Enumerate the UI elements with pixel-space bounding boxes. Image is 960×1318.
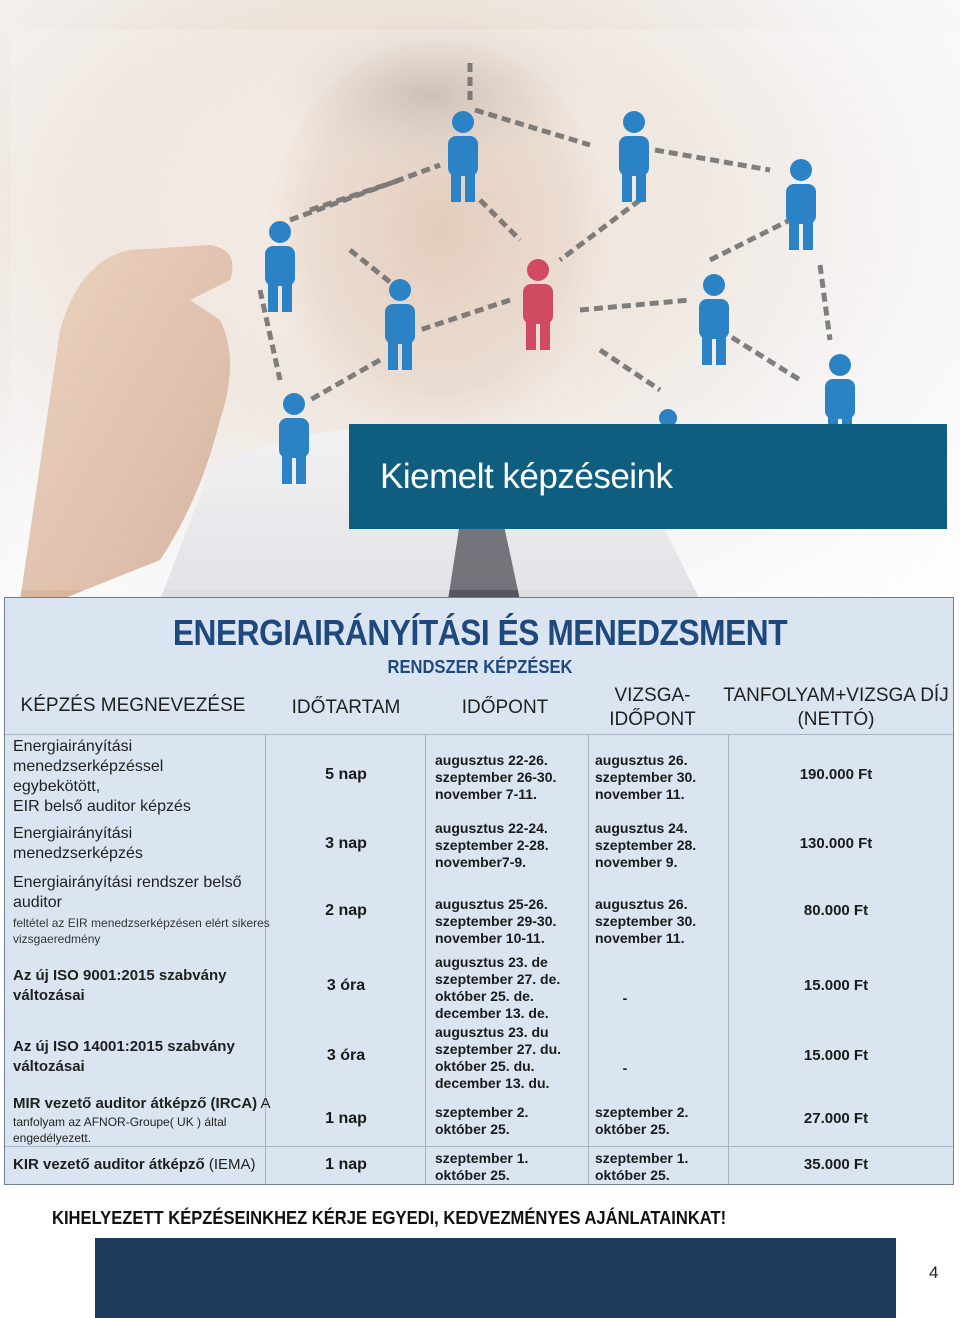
row-1-fee: 190.000 Ft	[799, 766, 873, 783]
header-duration: IDŐTARTAM	[291, 697, 401, 718]
row-5-duration: 3 óra	[326, 1047, 366, 1064]
row-6-name-bold: MIR vezető auditor átképző (IRCA)	[13, 1095, 258, 1112]
row-7-exam	[595, 1150, 688, 1184]
header-exam-line1: VIZSGA-	[614, 685, 691, 706]
row-6-exam	[595, 1104, 688, 1138]
table-subtitle: RENDSZER KÉPZÉSEK	[387, 657, 573, 677]
header-fee-line2: (NETTÓ)	[797, 709, 875, 730]
col-divider-3	[588, 735, 589, 1184]
row-6-name	[13, 1094, 271, 1146]
row-2-name-line: Energiairányítási	[13, 825, 133, 842]
row-3-name-line: Energiairányítási rendszer belső	[13, 874, 242, 891]
date-line: október 25.	[435, 1121, 510, 1137]
row-5-name	[13, 1037, 235, 1077]
row-3-exam	[595, 896, 696, 947]
footer-bar	[95, 1238, 896, 1318]
row-4-exam: -	[622, 990, 628, 1006]
date-line: november7-9.	[435, 854, 527, 870]
row-7-dates	[435, 1150, 528, 1184]
row-1-name-line: menedzserképzéssel	[13, 758, 164, 775]
exam-line: szeptember 1.	[595, 1150, 689, 1166]
row-7-name-bold: KIR vezető auditor átképző	[13, 1156, 205, 1173]
header-fee-line1: TANFOLYAM+VIZSGA DÍJ	[723, 685, 949, 706]
offer-notice: KIHELYEZETT KÉPZÉSEINKHEZ KÉRJE EGYEDI, KEDVEZMÉNYES AJÁNLATAINKAT!	[52, 1208, 727, 1228]
exam-line: szeptember 2.	[595, 1104, 689, 1120]
row-4-name-line: változásai	[13, 987, 85, 1004]
header-name	[13, 694, 253, 718]
row-4-name-line: Az új ISO 9001:2015 szabvány	[13, 967, 227, 984]
row-7-name	[13, 1155, 256, 1175]
header-name-text: KÉPZÉS MEGNEVEZÉSE	[20, 695, 246, 716]
date-line: augusztus 22-26.	[435, 752, 548, 768]
exam-line: november 9.	[595, 854, 678, 870]
row-2-duration: 3 nap	[325, 835, 367, 852]
row-5-name-line: változásai	[13, 1058, 85, 1075]
date-line: szeptember 29-30.	[435, 913, 557, 929]
date-line: november 10-11.	[435, 930, 545, 946]
header-divider	[5, 734, 953, 735]
date-line: október 25.	[435, 1167, 510, 1183]
row-4-dates	[435, 954, 560, 1022]
row-2-name	[13, 824, 143, 864]
row-3-fee: 80.000 Ft	[803, 902, 869, 919]
row-1-duration: 5 nap	[325, 766, 367, 783]
row-4-duration: 3 óra	[326, 977, 366, 994]
row-1-name-line: egybekötött,	[13, 778, 101, 795]
header-exam	[585, 684, 720, 732]
header-exam-line2: IDŐPONT	[609, 709, 696, 730]
row-6-fee: 27.000 Ft	[803, 1110, 869, 1127]
row-3-duration: 2 nap	[325, 902, 367, 919]
row-4-name	[13, 966, 226, 1006]
row-6-duration: 1 nap	[325, 1110, 367, 1127]
row-6-dates	[435, 1104, 528, 1138]
row-3-name-line: auditor	[13, 894, 62, 911]
row-1-name-line: EIR belső auditor képzés	[13, 798, 191, 815]
date-line: szeptember 2.	[435, 1104, 529, 1120]
exam-line: október 25.	[595, 1121, 670, 1137]
row-5-dates	[435, 1024, 561, 1092]
date-line: december 13. du.	[435, 1075, 550, 1091]
table-title: ENERGIAIRÁNYÍTÁSI ÉS MENEDZSMENT	[172, 612, 788, 653]
row-1-exam	[595, 752, 696, 803]
date-line: szeptember 2-28.	[435, 837, 549, 853]
row-2-fee: 130.000 Ft	[799, 835, 873, 852]
row-1-dates	[435, 752, 556, 803]
date-line: augusztus 23. du	[435, 1024, 549, 1040]
row-3-dates	[435, 896, 556, 947]
row-6-name-note: engedélyezett.	[13, 1131, 92, 1145]
exam-line: szeptember 28.	[595, 837, 697, 853]
row-6-name-note: tanfolyam az AFNOR-Groupe( UK ) által	[13, 1115, 227, 1129]
exam-line: szeptember 30.	[595, 913, 697, 929]
row-2-dates	[435, 820, 549, 871]
date-line: november 7-11.	[435, 786, 537, 802]
row-3-name-note: feltétel az EIR menedzserképzésen elért sikeres	[13, 916, 270, 930]
date-line: szeptember 27. de.	[435, 971, 561, 987]
row-2-name-line: menedzserképzés	[13, 845, 143, 862]
date-line: augusztus 23. de	[435, 954, 548, 970]
row-6-name-normal: A	[257, 1095, 271, 1112]
row-7-duration: 1 nap	[325, 1156, 367, 1173]
row-2-exam	[595, 820, 696, 871]
date-line: december 13. de.	[435, 1005, 549, 1021]
date-line: október 25. du.	[435, 1058, 535, 1074]
exam-line: november 11.	[595, 786, 685, 802]
exam-line: augusztus 24.	[595, 820, 688, 836]
header-fee	[722, 684, 950, 732]
header-dates: IDŐPONT	[461, 697, 549, 718]
col-divider-4	[728, 735, 729, 1184]
exam-line: szeptember 30.	[595, 769, 697, 785]
row-1-name	[13, 737, 191, 817]
exam-line: november 11.	[595, 930, 685, 946]
exam-line: augusztus 26.	[595, 896, 688, 912]
row-7-fee: 35.000 Ft	[803, 1156, 869, 1173]
row-4-fee: 15.000 Ft	[803, 977, 869, 994]
row-3-name-note: vizsgaeredmény	[13, 932, 101, 946]
date-line: augusztus 25-26.	[435, 896, 548, 912]
featured-courses-banner	[349, 424, 947, 529]
date-line: szeptember 27. du.	[435, 1041, 562, 1057]
row-5-name-line: Az új ISO 14001:2015 szabvány	[13, 1038, 235, 1055]
row-7-name-normal: (IEMA)	[204, 1156, 256, 1173]
exam-line: augusztus 26.	[595, 752, 688, 768]
date-line: október 25. de.	[435, 988, 534, 1004]
row-5-exam: -	[622, 1060, 628, 1076]
date-line: augusztus 22-24.	[435, 820, 548, 836]
row-1-name-line: Energiairányítási	[13, 738, 133, 755]
row-3-name	[13, 873, 270, 947]
date-line: szeptember 1.	[435, 1150, 529, 1166]
page-number: 4	[929, 1263, 939, 1282]
banner-title: Kiemelt képzéseink	[380, 456, 673, 496]
row-divider	[5, 1146, 953, 1147]
row-5-fee: 15.000 Ft	[803, 1047, 869, 1064]
exam-line: október 25.	[595, 1167, 670, 1183]
date-line: szeptember 26-30.	[435, 769, 557, 785]
